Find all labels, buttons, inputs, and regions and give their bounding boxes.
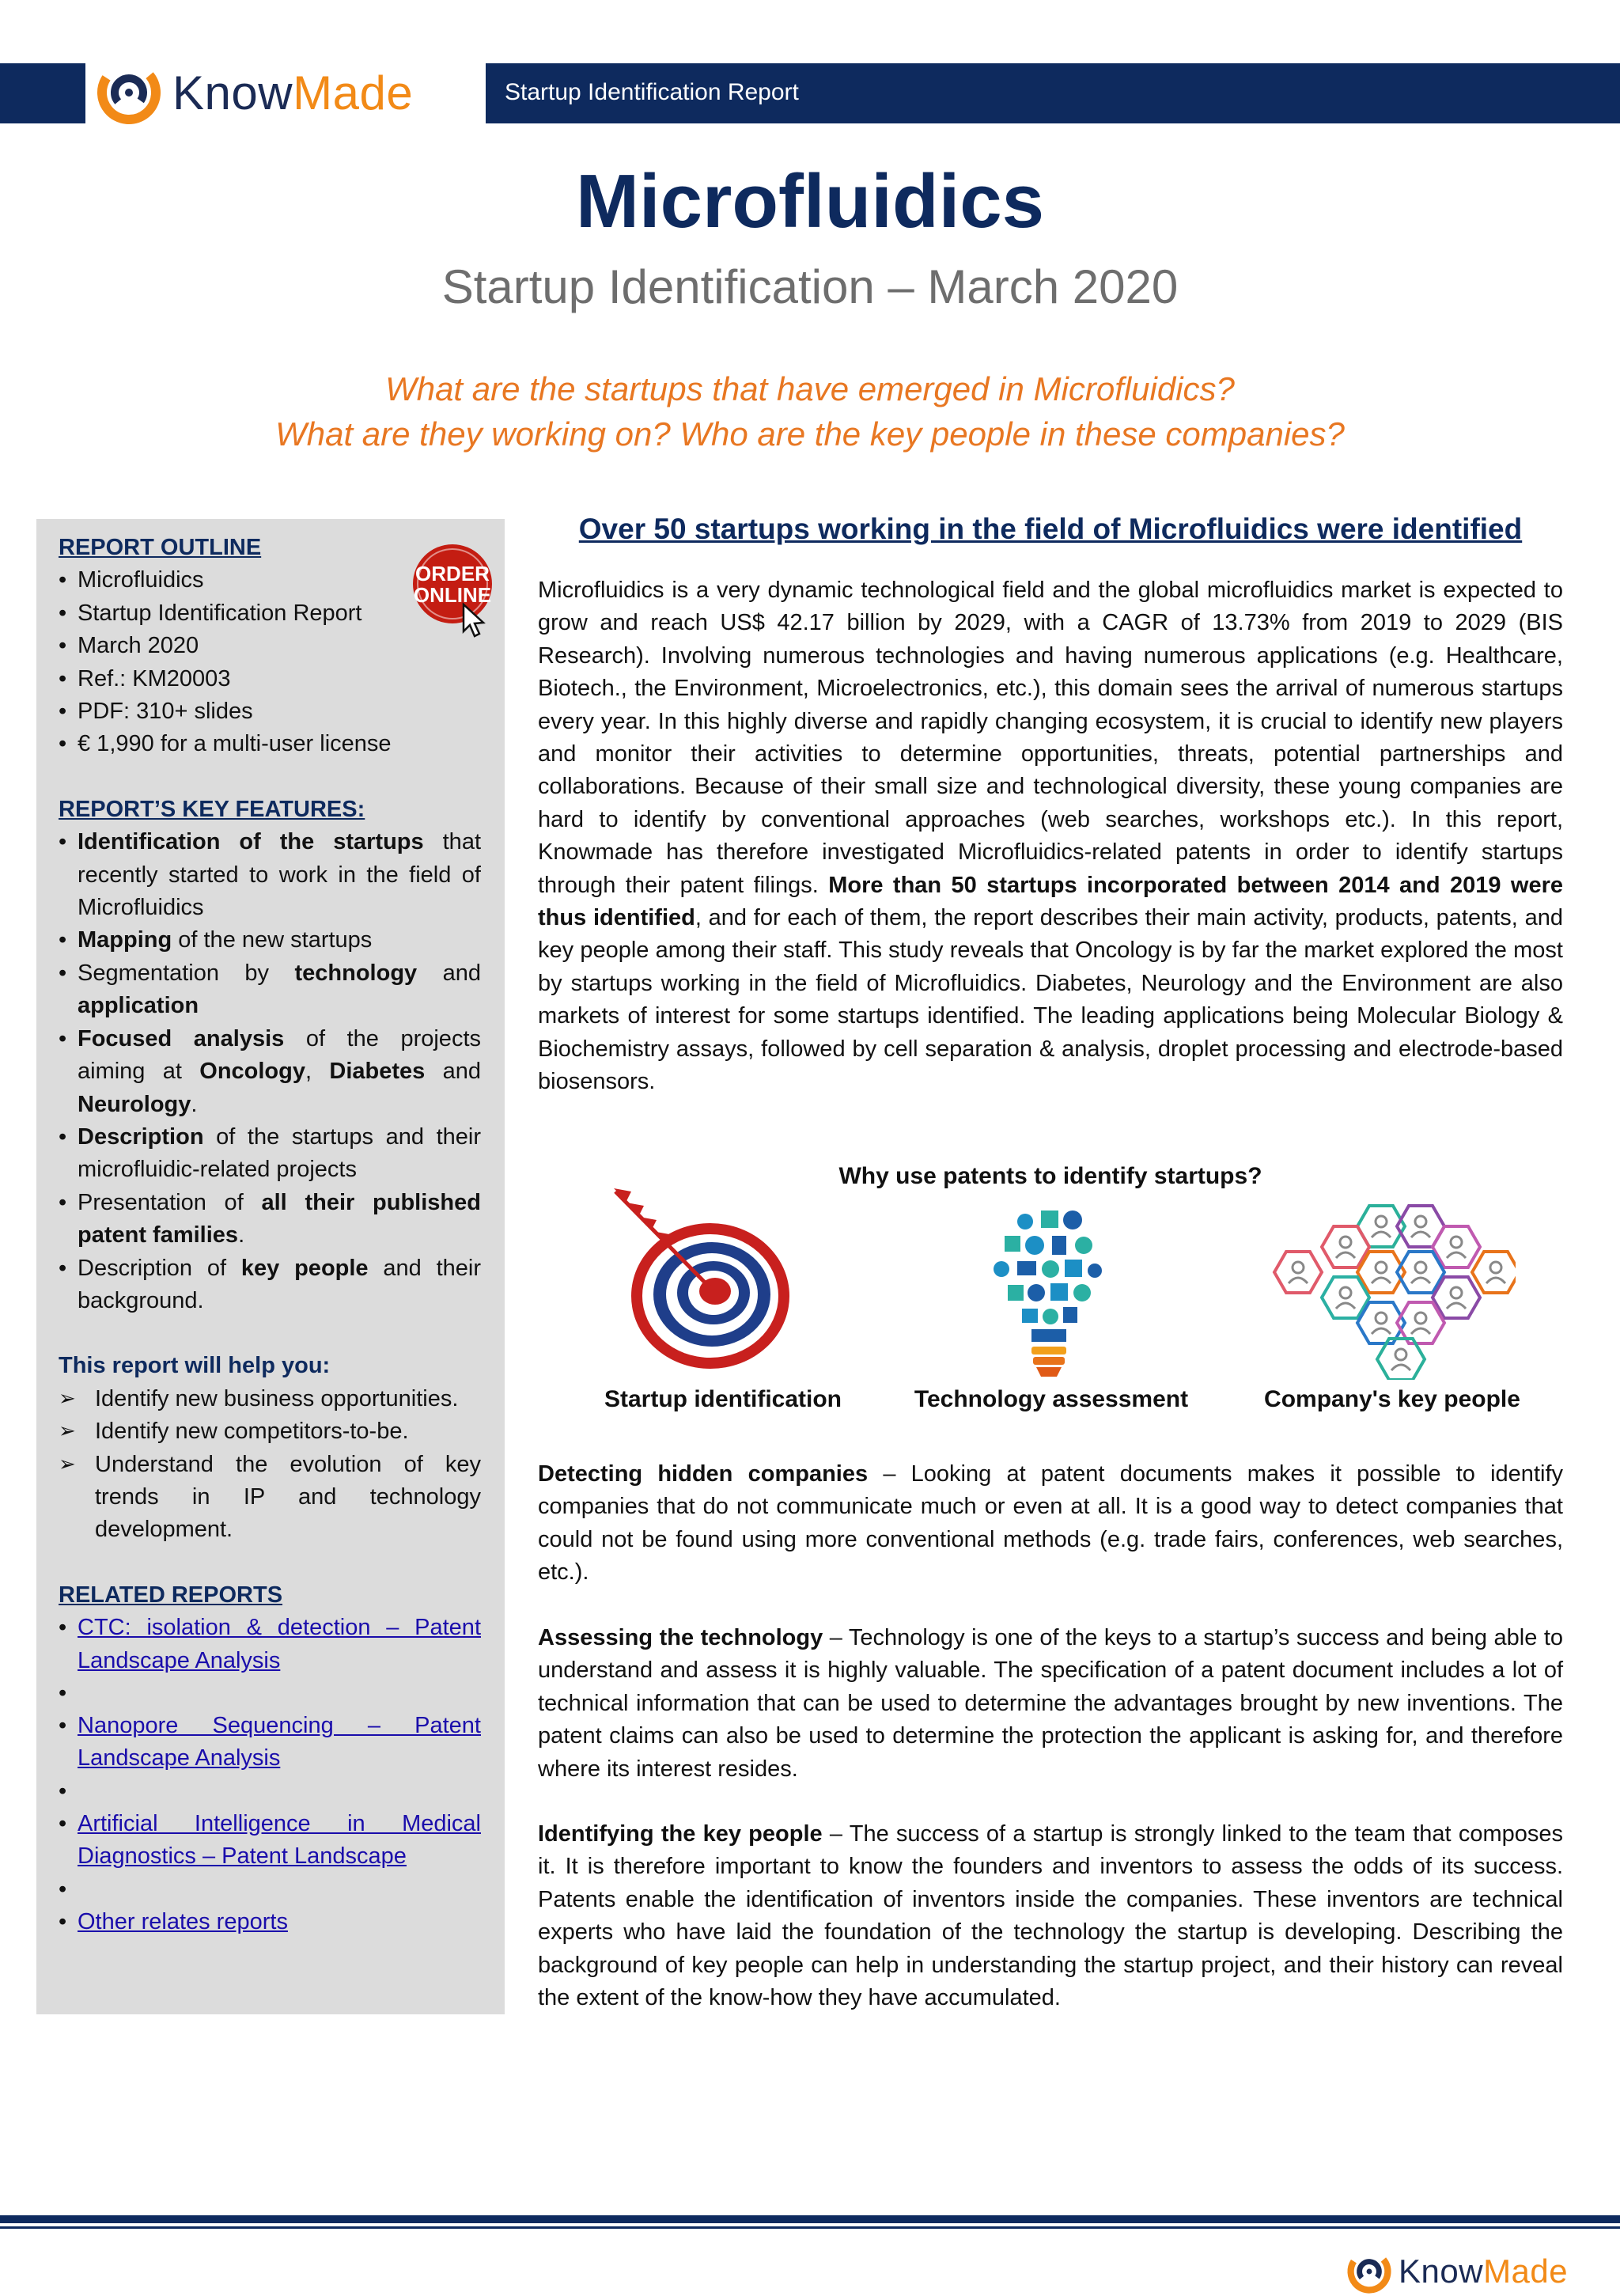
lightbulb-technology-icon: [986, 1204, 1112, 1380]
section-assessing-technology: Assessing the technology – Technology is one of the keys to a startup’s success and being able to understand and assess it is highly valuable. The specification of a patent document includes a lot of technical information that can be used to determine the advantages brought by new inventions. The patent claims can also be used to determine the protection the applicant is asking for, and therefore where its interest resides.: [538, 1625, 1564, 1782]
footer-logo-wordmark: KnowMade: [1399, 2252, 1569, 2290]
main-heading: Over 50 startups working in the field of Microfluidics were identified: [578, 513, 1523, 545]
report-outline-heading: REPORT OUTLINE: [59, 535, 262, 560]
page-subtitle: Startup Identification – March 2020: [441, 260, 1179, 313]
outline-item: • Microfluidics: [59, 564, 481, 597]
feature-item: • Identification of the startups that recently started to work in the field of Microfluidics: [59, 826, 481, 924]
related-report-item: [59, 1710, 481, 1775]
knowmade-footer-logo-icon: [1345, 2247, 1394, 2296]
feature-item: • Mapping of the new startups: [59, 924, 481, 957]
related-report-item: [59, 1612, 481, 1677]
related-reports-list: [59, 1612, 481, 1938]
header-band: [486, 63, 1620, 123]
header-band-left: [0, 63, 85, 123]
footer-logo[interactable]: [1345, 2247, 1568, 2296]
section-key-people: Identifying the key people – The success of a startup is strongly linked to the team that composes it. It is therefore important to know the founders and inventors to assess the odds of its success. Patents enable the identification of inventors inside the companies. These inventors are technical experts who have laid the foundation of the technology the startup is developing. Describing the background of key people can help in understanding the startup project, and their history can reveal the extent of the know-how they have accumulated.: [538, 1821, 1563, 2011]
people-network-icon: [1262, 1204, 1516, 1380]
feature-item: • Presentation of all their published patent families.: [59, 1187, 481, 1252]
related-report-item: [59, 1906, 481, 1938]
outline-item: • March 2020: [59, 630, 481, 662]
help-item: ➢ Identify new competitors-to-be.: [59, 1415, 481, 1448]
related-report-item: [59, 1808, 481, 1874]
feature-item: • Description of the startups and their microfluidic-related projects: [59, 1121, 481, 1187]
key-features-heading: REPORT’S KEY FEATURES:: [59, 796, 365, 822]
outline-list: [59, 564, 481, 760]
outline-item: • PDF: 310+ slides: [59, 695, 481, 728]
features-list: [59, 826, 481, 1317]
feature-item: • Description of key people and their background.: [59, 1252, 481, 1318]
outline-item: • Startup Identification Report: [59, 597, 481, 630]
sidebar-content: [59, 532, 481, 1938]
feature-item: • Focused analysis of the projects aiming at Oncology, Diabetes and Neurology.: [59, 1023, 481, 1121]
question-line-2: What are they working on? Who are the key people in these companies?: [275, 415, 1345, 453]
related-report-link-ai[interactable]: Artificial Intelligence in Medical Diagnostics – Patent Landscape: [78, 1810, 481, 1870]
related-report-link-other[interactable]: Other relates reports: [78, 1908, 288, 1934]
intro-paragraph: Microfluidics is a very dynamic technological field and the global microfluidics market is expected to grow and reach US$ 42.17 billion by 2029, with a CAGR of 13.73% from 2019 to 2029 (BIS Research). Involving numerous technologies and having numerous applications (e.g. Healthcare, Biotech., the Environment, Microelectronics, etc.), this domain sees the arrival of numerous startups every year. In this highly diverse and rapidly changing ecosystem, it is crucial to identify new players and monitor their activities to determine opportunities, threats, potential partnerships and collaborations. Because of their small size and technological diversity, these young companies are hard to identify by conventional approaches (web searches, workshops etc.). In this report, Knowmade has therefore investigated Microfluidics-related patents in order to identify startups through their patent filings. More than 50 startups incorporated between 2014 and 2019 were thus identified, and for each of them, the report describes their main activity, products, patents, and key people among their staff. This study reveals that Oncology is by far the market explored the most by startups working in the field of Microfluidics. Diabetes, Neurology and the Environment are also markets of interest for some startups identified. The leading applications being Molecular Biology & Biochemistry assays, followed by cell separation & analysis, droplet processing and electrode-based biosensors.: [538, 578, 1564, 1095]
related-reports-heading: RELATED REPORTS: [59, 1582, 283, 1608]
feature-item: • Segmentation by technology and application: [59, 957, 481, 1023]
related-report-link-ctc[interactable]: CTC: isolation & detection – Patent Landscape Analysis: [78, 1615, 481, 1673]
help-list: [59, 1383, 481, 1547]
caption-startup-identification: Startup identification: [604, 1386, 842, 1412]
footer-line: [0, 2215, 1620, 2223]
footer-line-thin: [0, 2226, 1620, 2229]
header-band-text: Startup Identification Report: [505, 79, 799, 105]
help-item: ➢ Understand the evolution of key trends in IP and technology development.: [59, 1449, 481, 1547]
help-item: ➢ Identify new business opportunities.: [59, 1383, 481, 1415]
caption-technology-assessment: Technology assessment: [914, 1386, 1189, 1412]
knowmade-logo[interactable]: [93, 57, 413, 128]
question-line-1: What are the startups that have emerged in Microfluidics?: [385, 370, 1235, 407]
why-heading: Why use patents to identify startups?: [838, 1163, 1262, 1189]
outline-item: • Ref.: KM20003: [59, 663, 481, 695]
order-badge-line1: ORDER: [415, 562, 490, 585]
logo-wordmark: KnowMade: [172, 66, 414, 119]
knowmade-logo-icon: [93, 57, 165, 128]
page-title: Microfluidics: [575, 159, 1045, 244]
caption-key-people: Company's key people: [1264, 1386, 1520, 1412]
section-detecting-companies: Detecting hidden companies – Looking at patent documents makes it possible to identify companies that do not communicate much or even at all. It is a good way to detect companies that could not be found using more conventional methods (e.g. trade fairs, conferences, web searches, etc.).: [538, 1461, 1563, 1586]
target-icon: [592, 1185, 797, 1383]
order-badge-line2: ONLINE: [413, 583, 492, 607]
help-heading: This report will help you:: [59, 1353, 331, 1379]
outline-item: • € 1,990 for a multi-user license: [59, 728, 481, 760]
related-report-link-nanopore[interactable]: Nanopore Sequencing – Patent Landscape Analysis: [78, 1713, 481, 1771]
